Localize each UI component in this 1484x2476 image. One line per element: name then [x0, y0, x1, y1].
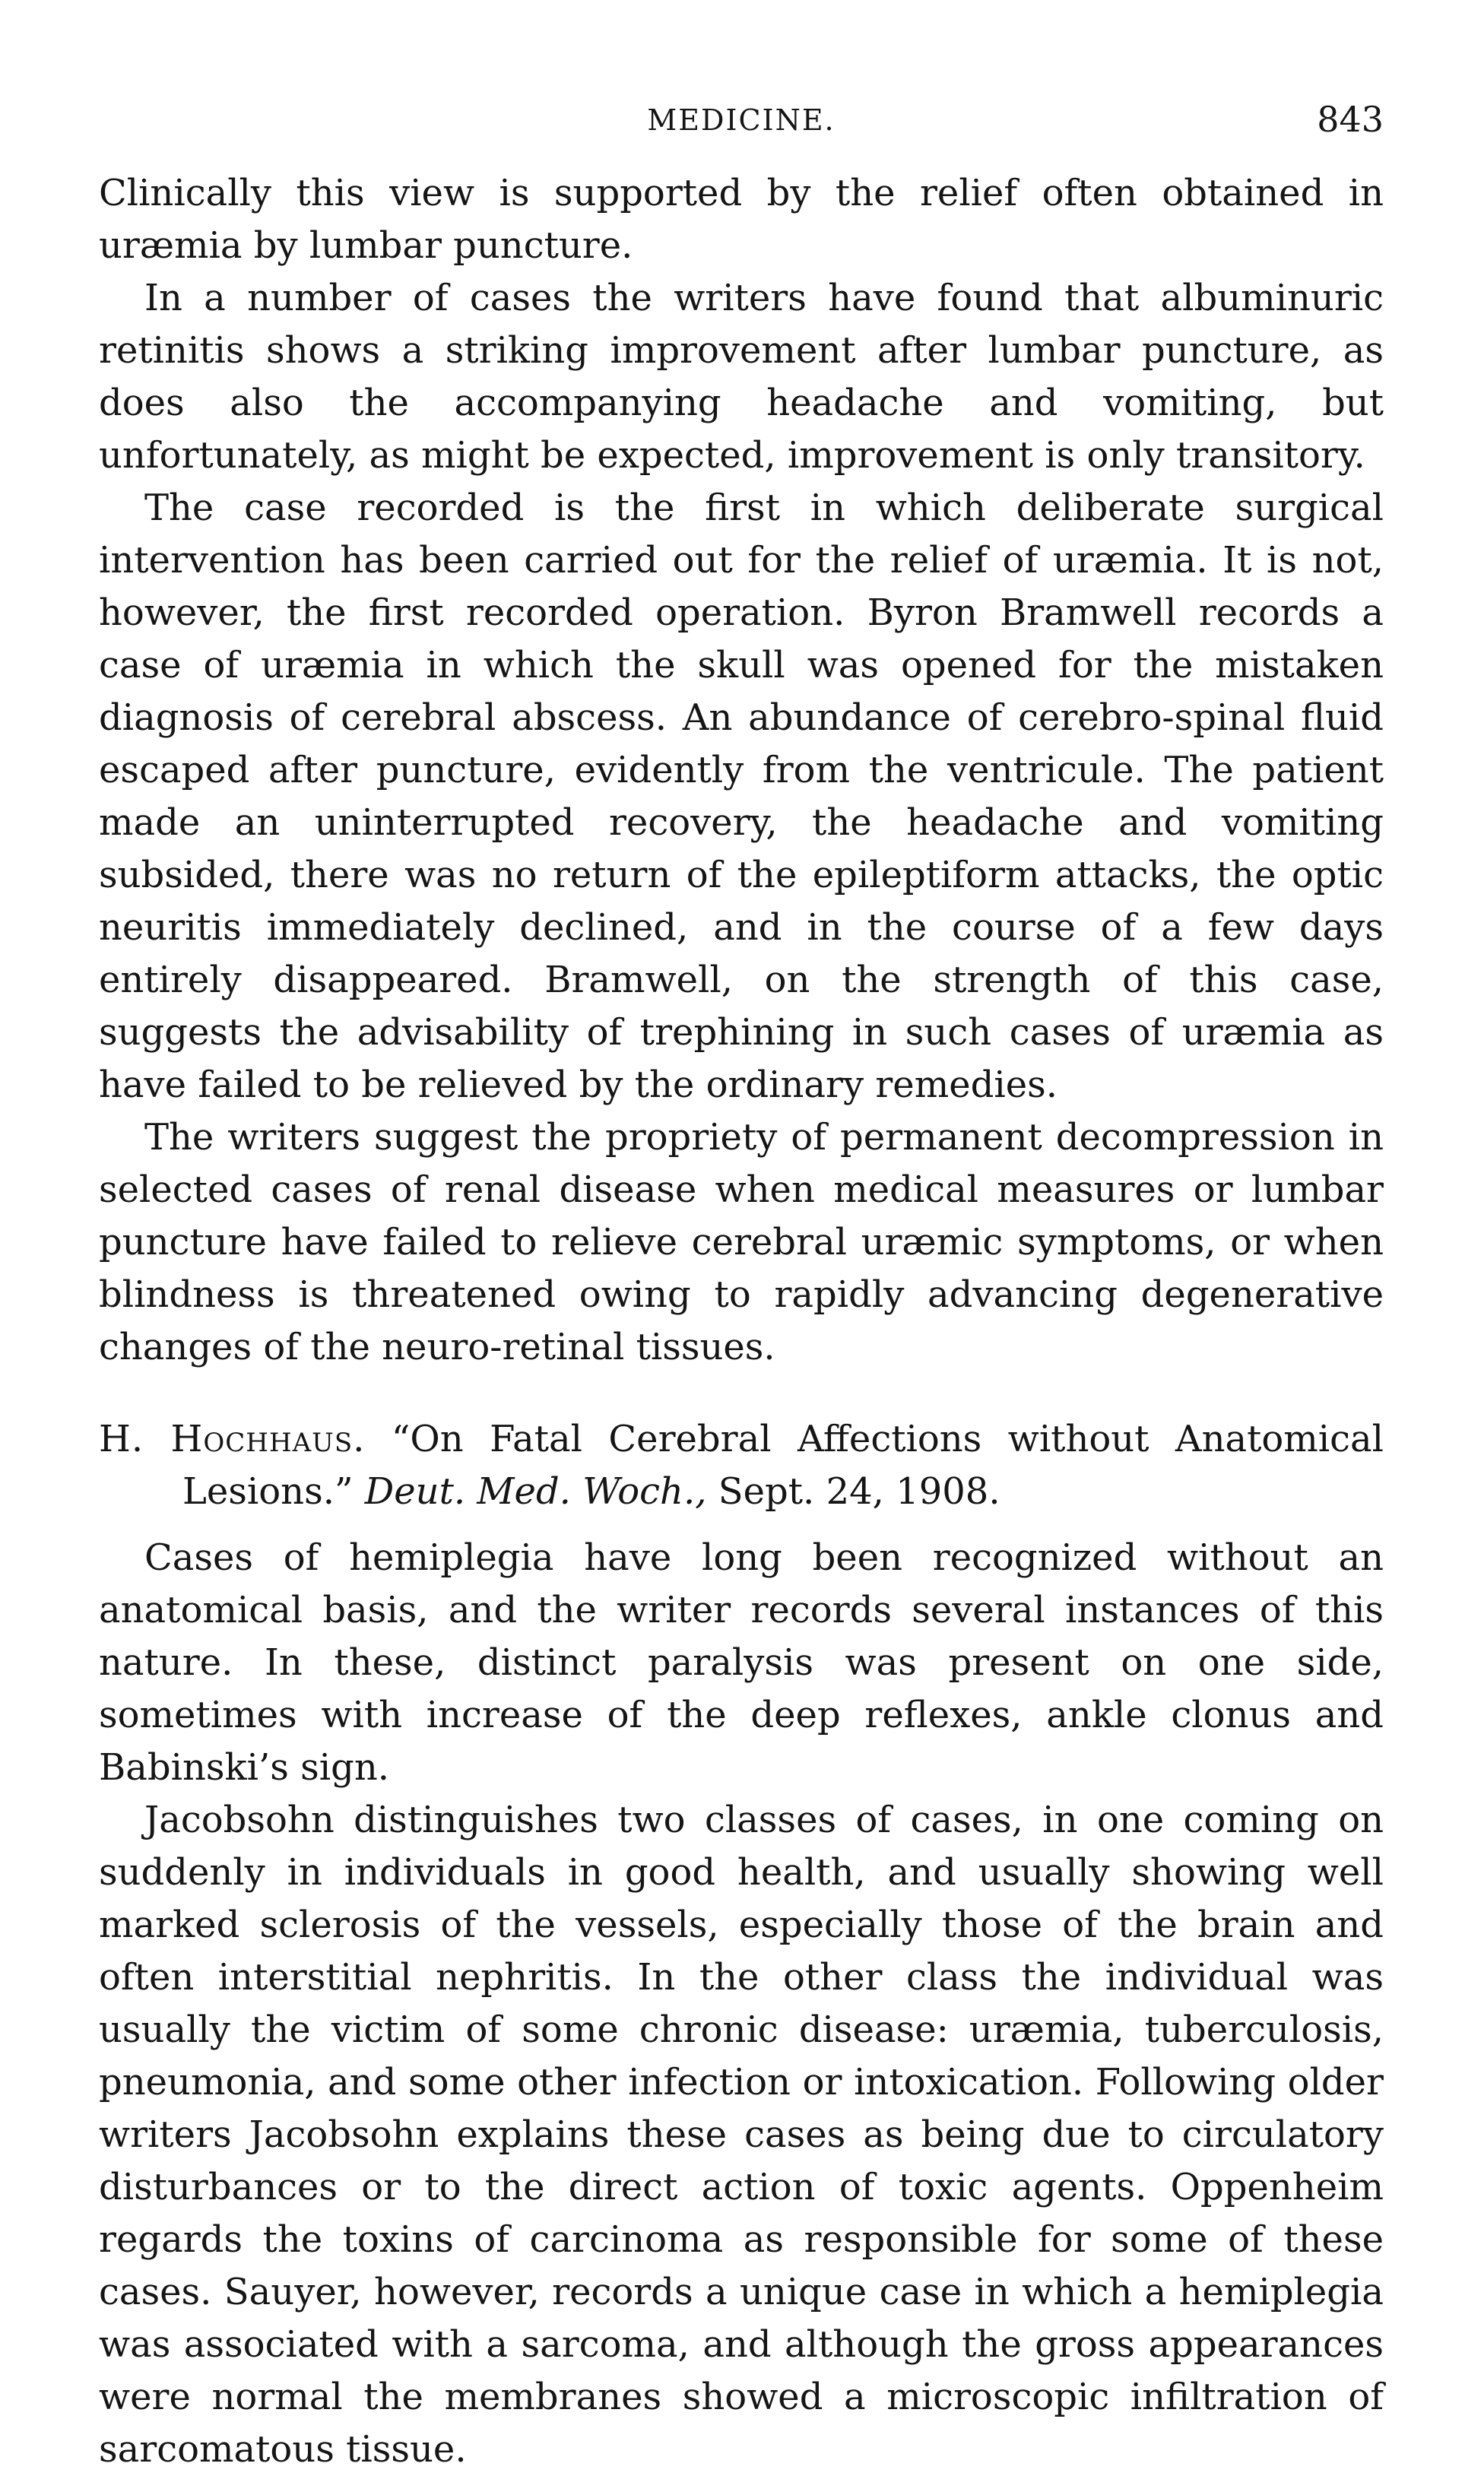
paragraph: In a number of cases the writers have found that albuminuric retinitis shows a striking improvement after lumbar puncture, as does also the accompanying headache and vomiting, but unfortunately, as might be expected, improvement is only transitory.	[99, 277, 1384, 477]
paragraph: Cases of hemiplegia have long been recognized without an anatomical basis, and the writer records several instances of this nature. In these, distinct paralysis was present on one side, sometimes with increase of the deep reflexes, ankle clonus and Babinski’s sign.	[99, 1536, 1384, 1789]
paragraph: The writers suggest the propriety of permanent decompression in selected cases of renal disease when medical measures or lumbar puncture have failed to relieve cerebral uræmic symptoms, or when blindness is threatened owing to rapidly advancing degenerative changes of the neuro-retinal tissues.	[99, 1116, 1384, 1368]
paragraph: The case recorded is the first in which deliberate surgical intervention has been carried out for the relief of uræmia. It is not, however, the first recorded operation. Byron Bramwell records a case of uræmia in which the skull was opened for the mistaken diagnosis of cerebral abscess. An abundance of cerebro-spinal fluid escaped after puncture, evidently from the ventricule. The patient made an uninterrupted recovery, the headache and vomiting subsided, there was no return of the epileptiform attacks, the optic neuritis immediately declined, and in the course of a few days entirely disappeared. Bramwell, on the strength of this case, suggests the advisability of trephining in such cases of uræmia as have failed to be relieved by the ordinary remedies.	[99, 487, 1384, 1106]
paragraph: Jacobsohn distinguishes two classes of cases, in one coming on suddenly in individuals in good health, and usually showing well marked sclerosis of the vessels, especially those of the brain and often interstitial nephritis. In the other class the individual was usually the victim of some chronic disease: uræmia, tuberculosis, pneumonia, and some other infection or intoxication. Following older writers Jacobsohn explains these cases as being due to circulatory disturbances or to the direct action of toxic agents. Oppenheim regards the toxins of carcinoma as responsible for some of these cases. Sauyer, however, records a unique case in which a hemiplegia was associated with a sarcoma, and although the gross appearances were normal the membranes showed a microscopic infiltration of sarcomatous tissue.	[99, 1799, 1384, 2471]
citation-author: H. Hochhaus.	[99, 1418, 366, 1460]
paragraph: Clinically this view is supported by the relief often obtained in uræmia by lumbar puncture.	[99, 172, 1384, 267]
body-text	[99, 167, 1384, 2476]
page-number: 843	[1317, 99, 1384, 140]
citation-journal: Deut. Med. Woch.,	[364, 1470, 707, 1513]
page-header	[99, 91, 1384, 152]
running-title: MEDICINE.	[647, 103, 836, 137]
citation-title: “On Fatal Cerebral Affections without Anatomical Lesions.”	[182, 1418, 1384, 1513]
citation-date: Sept. 24, 1908.	[718, 1470, 1000, 1513]
citation	[99, 1413, 1384, 1518]
